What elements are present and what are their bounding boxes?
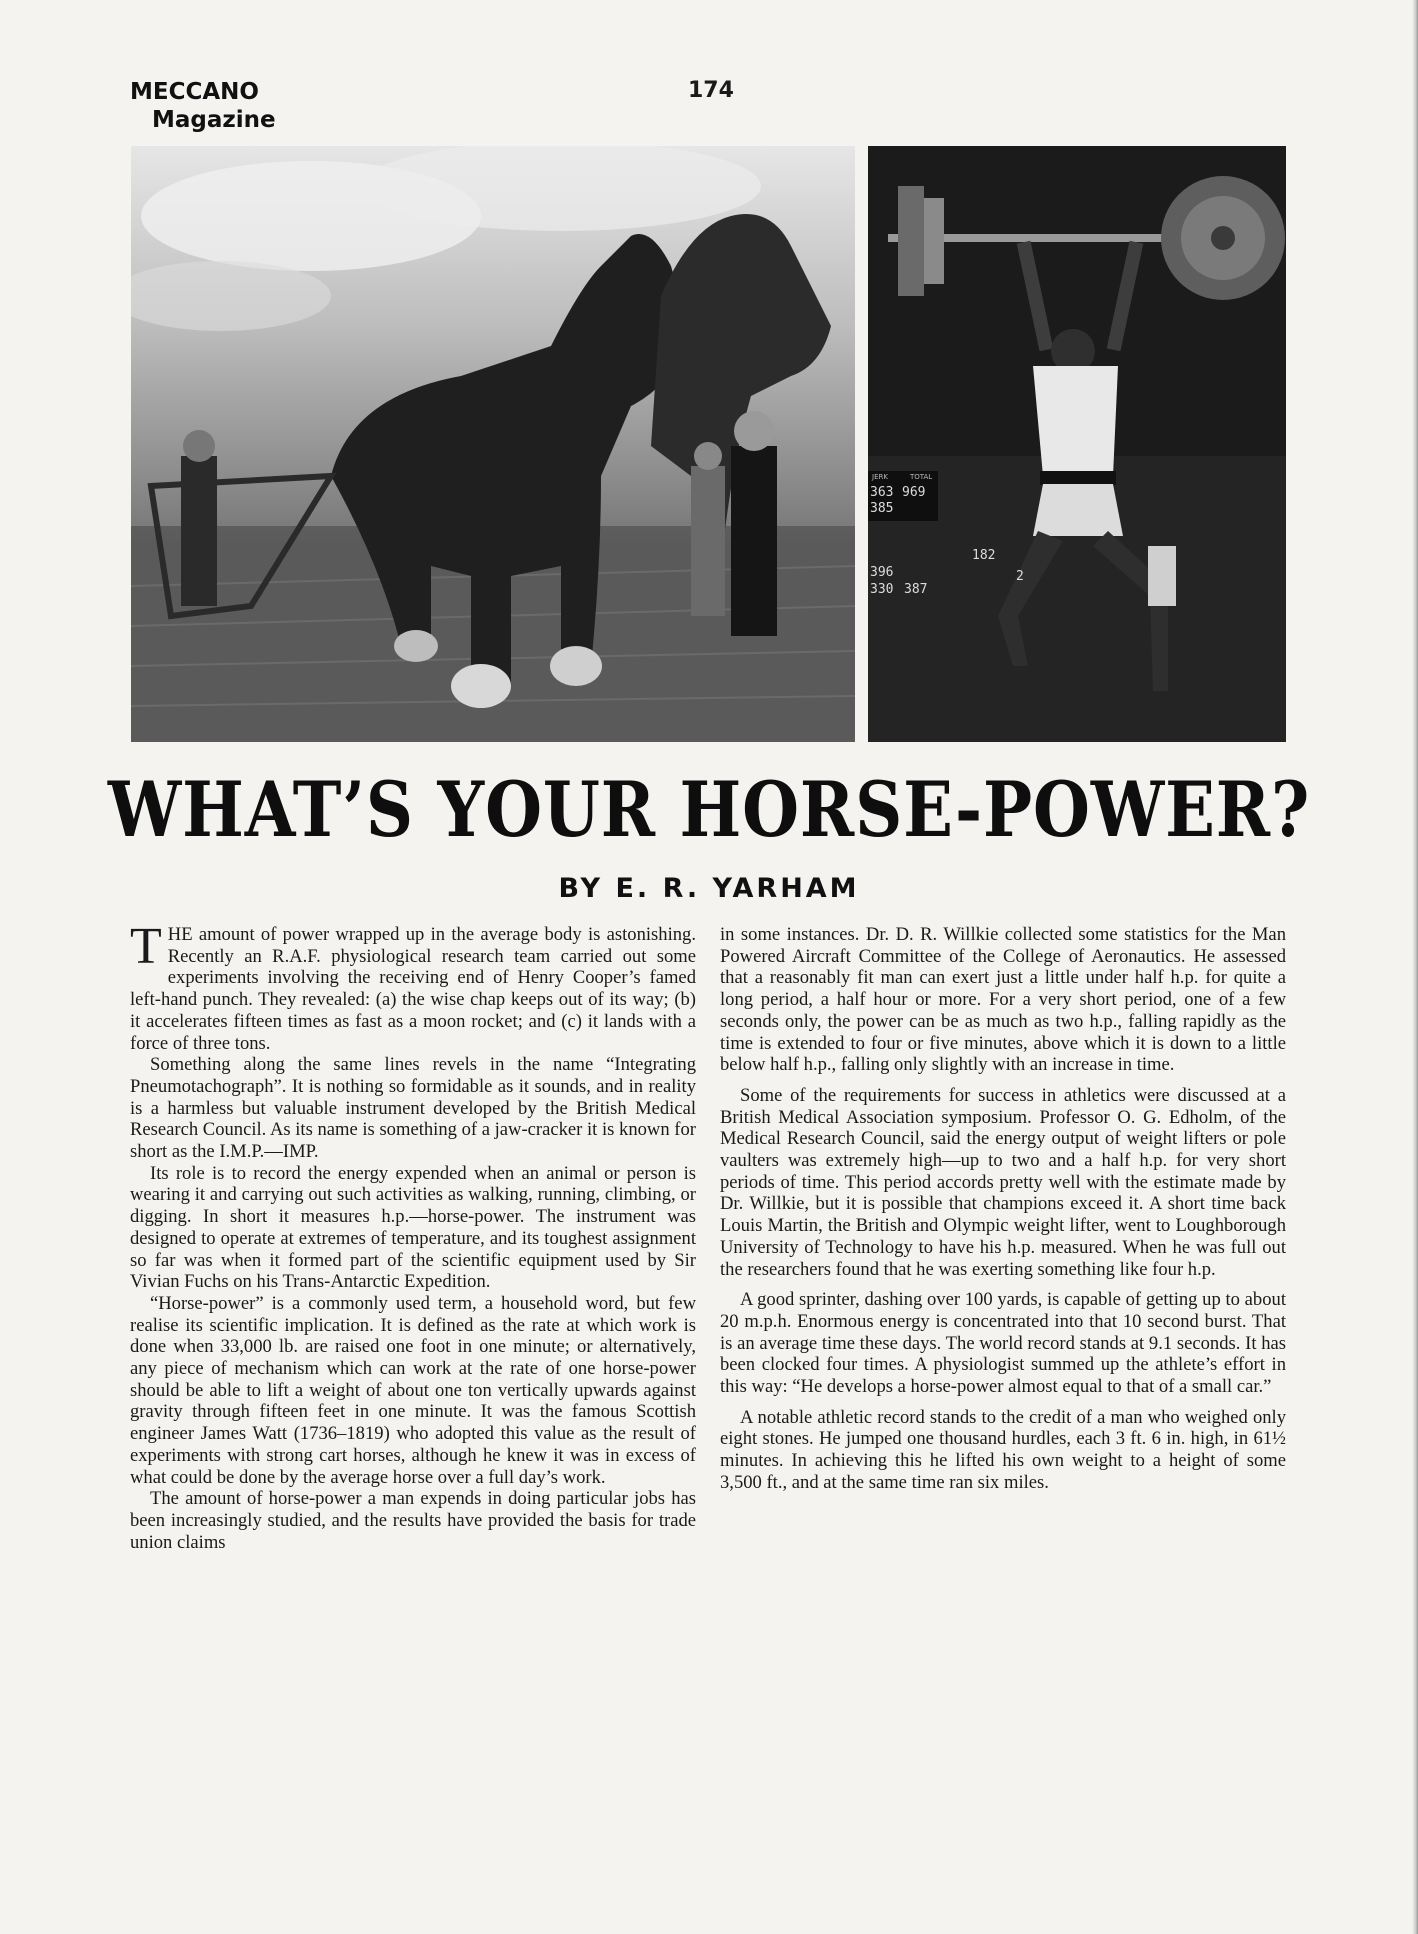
drop-cap: T: [130, 918, 162, 975]
article-byline: BY E. R. YARHAM: [558, 873, 860, 904]
paragraph: [130, 918, 696, 1054]
paragraph: A good sprinter, dashing over 100 yards, is capable of getting up to about 20 m.p.h. Enormous energy is concentrated into that 10 second burst. That is an average time these days. The world record stands at 9.1 seconds. It has been clocked four times. A physiologist summed up the athlete’s effort in this way: “He develops a horse-power almost equal to that of a small car.”: [720, 1289, 1286, 1398]
scoreboard-value: 969: [902, 485, 926, 500]
article-column-right: [720, 924, 1286, 1503]
article-column-left: [130, 918, 696, 1553]
paragraph: Its role is to record the energy expended when an animal or person is wearing it and carrying out such activities as walking, running, climbing, or digging. In short it measures h.p.—horse-power. The instrument was designed to operate at extremes of temperature, and its toughest assignment so far was when it formed part of the scientific equipment used by Sir Vivian Fuchs on his Trans-Antarctic Expedition.: [130, 1162, 696, 1293]
paragraph: in some instances. Dr. D. R. Willkie collected some statistics for the Man Powered Aircraft Committee of the College of Aeronautics. He assessed that a reasonably fit man can exert just a little under half h.p. for quite a long period, a half hour or more. For a very short period, one of a few seconds only, the power can be as much as two h.p., falling rapidly as the time is extended to four or five minutes, above which it is down to a little below half h.p., falling only slightly with an increase in time.: [720, 924, 1286, 1076]
page-number: 174: [688, 78, 734, 103]
photo-horses-ploughing: [131, 146, 855, 742]
article-title: WHAT’S YOUR HORSE-POWER?: [107, 765, 1311, 854]
scoreboard-value: 385: [870, 501, 894, 516]
paragraph: Something along the same lines revels in the name “Integrating Pneumotachograph”. It is nothing so formidable as it sounds, and in reality is a harmless but valuable instrument developed by the British Medical Research Council. As its name is something of a jaw-cracker it is known for short as the I.M.P.—IMP.: [130, 1054, 696, 1163]
masthead-line2: Magazine: [152, 107, 276, 133]
scoreboard-value: 363: [870, 485, 894, 500]
paragraph: A notable athletic record stands to the credit of a man who weighed only eight stones. He jumped one thousand hurdles, each 3 ft. 6 in. high, in 61½ minutes. In achieving this he lifted his own weight to a height of some 3,500 ft., and at the same time ran six miles.: [720, 1406, 1286, 1493]
masthead: [130, 78, 276, 134]
scoreboard-label-jerk: JERK: [872, 473, 888, 481]
photo-weightlifter: [868, 146, 1286, 742]
scoreboard-value: 396: [870, 565, 894, 580]
scoreboard-value: 330: [870, 582, 894, 597]
scoreboard-value: 182: [972, 548, 996, 563]
paragraph: Some of the requirements for success in athletics were discussed at a British Medical Association symposium. Professor O. G. Edholm, of the Medical Research Council, said the energy output of weight lifters or pole vaulters was extremely high—up to two and a half h.p. for very short periods of time. This period accords pretty well with the estimate made by Dr. Willkie, but it is possible that champions exceed it. A short time back Louis Martin, the British and Olympic weight lifter, went to Loughborough University of Technology to have his h.p. measured. When he was full out the researchers found that he was exerting something like four h.p.: [720, 1084, 1286, 1280]
scoreboard-label-total: TOTAL: [910, 473, 933, 481]
page-edge-shadow: [1412, 0, 1418, 1934]
scoreboard-value: 2: [1016, 569, 1024, 584]
masthead-line1: MECCANO: [130, 79, 259, 105]
paragraph-text: HE amount of power wrapped up in the average body is astonishing. Recently an R.A.F. physiological research team carried out some experiments involving the receiving end of Henry Cooper’s famed left-hand punch. They revealed: (a) the wise chap keeps out of its way; (b) it accelerates fifteen times as fast as a moon rocket; and (c) it lands with a force of three tons.: [130, 924, 696, 1054]
scoreboard-value: 387: [904, 582, 928, 597]
paragraph: “Horse-power” is a commonly used term, a household word, but few realise its scientific implication. It is defined as the rate at which work is done when 33,000 lb. are raised one foot in one minute; or alternatively, any piece of mechanism which can work at the rate of one horse-power should be able to lift a weight of about one ton vertically upwards against gravity through fifteen feet in one minute. It was the famous Scottish engineer James Watt (1736–1819) who adopted this value as the result of experiments with strong cart horses, although he knew it was in excess of what could be done by the average horse over a full day’s work.: [130, 1292, 696, 1488]
paragraph: The amount of horse-power a man expends in doing particular jobs has been increasingly studied, and the results have provided the basis for trade union claims: [130, 1488, 696, 1553]
